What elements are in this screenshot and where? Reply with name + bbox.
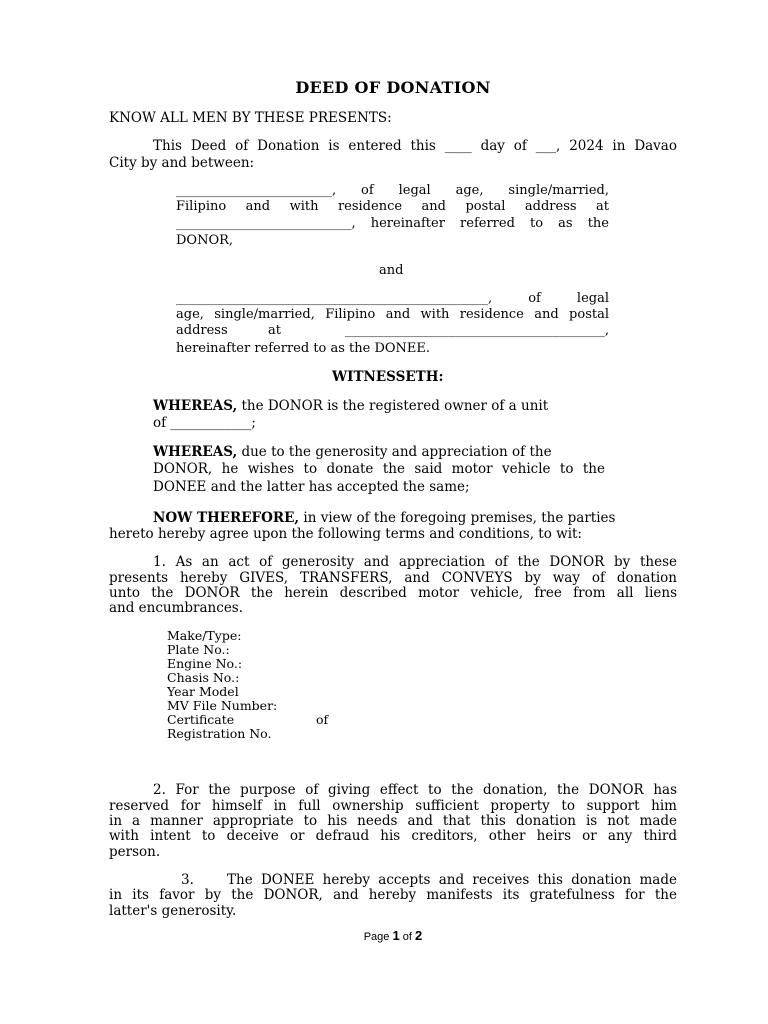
vehicle-year-label: Year Model bbox=[167, 684, 239, 699]
now-therefore-text: in view of the foregoing premises, the parties bbox=[299, 510, 616, 526]
vehicle-cert-of: of bbox=[316, 712, 329, 727]
vehicle-make-label: Make/Type: bbox=[167, 628, 242, 643]
clause-1-line-3: unto the DONOR the herein described motor vehicle, free from all liens bbox=[109, 585, 677, 601]
vehicle-engine-label: Engine No.: bbox=[167, 656, 243, 671]
clause-2-line-2: reserved for himself in full ownership sufficient property to support him bbox=[109, 798, 677, 814]
witnesseth-heading: WITNESSETH: bbox=[332, 369, 444, 385]
clause-1-line-1: 1. As an act of generosity and appreciation of the DONOR by these bbox=[153, 554, 677, 570]
footer-current-page: 1 bbox=[392, 928, 400, 943]
whereas-1-line-2: of ____________; bbox=[153, 415, 256, 431]
whereas-1-line-1 bbox=[153, 398, 548, 415]
vehicle-mv-label: MV File Number: bbox=[167, 698, 278, 713]
page-footer bbox=[0, 928, 768, 943]
donor-line-4: DONOR, bbox=[176, 233, 234, 248]
whereas-2-text: due to the generosity and appreciation of the bbox=[237, 444, 552, 460]
whereas-1-text: the DONOR is the registered owner of a unit bbox=[237, 398, 549, 414]
vehicle-details-list bbox=[167, 628, 329, 741]
donee-line-2: age, single/married, Filipino and with residence and postal bbox=[176, 307, 609, 322]
donee-line-3c: ________________________________________, bbox=[344, 323, 609, 338]
footer-total-pages: 2 bbox=[415, 928, 423, 943]
footer-page-word: Page bbox=[363, 931, 390, 943]
whereas-2-line-1 bbox=[153, 444, 552, 461]
vehicle-chasis-label: Chasis No.: bbox=[167, 670, 240, 685]
donor-line-3: ___________________________, hereinafter referred to as the bbox=[176, 216, 609, 231]
donee-line-4: hereinafter referred to as the DONEE. bbox=[176, 341, 431, 356]
whereas-2-line-2: DONOR, he wishes to donate the said motor vehicle to the bbox=[153, 461, 605, 477]
donee-line-3a: address bbox=[176, 323, 228, 338]
whereas-2-line-3: DONEE and the latter has accepted the same; bbox=[153, 479, 470, 495]
clause-3-line-3: latter's generosity. bbox=[109, 903, 237, 919]
vehicle-cert-line bbox=[167, 712, 329, 727]
clause-1-line-4: and encumbrances. bbox=[109, 600, 244, 616]
vehicle-cert-word: Certificate bbox=[167, 712, 235, 727]
clause-3-number: 3. bbox=[181, 872, 194, 888]
donee-line-1: ________________________________________________, of legal bbox=[176, 291, 609, 306]
intro-line: KNOW ALL MEN BY THESE PRESENTS: bbox=[109, 110, 392, 126]
donor-line-1: ________________________, of legal age, single/married, bbox=[176, 183, 609, 198]
whereas-1-lead: WHEREAS, bbox=[153, 398, 238, 414]
footer-of-word: of bbox=[402, 931, 412, 943]
vehicle-registration-label: Registration No. bbox=[167, 726, 272, 741]
whereas-2-lead: WHEREAS, bbox=[153, 444, 238, 460]
donee-line-3b: at bbox=[268, 323, 281, 338]
entry-line-2: City by and between: bbox=[109, 155, 255, 171]
conjunction-and: and bbox=[379, 263, 404, 278]
clause-2-line-5: person. bbox=[109, 844, 161, 860]
clause-2-line-3: in a manner appropriate to his needs and that this donation is not made bbox=[109, 813, 677, 829]
clause-3-line-1: The DONEE hereby accepts and receives this donation made bbox=[227, 872, 677, 888]
clause-1-line-2: presents hereby GIVES, TRANSFERS, and CONVEYS by way of donation bbox=[109, 570, 677, 586]
now-therefore-lead: NOW THEREFORE, bbox=[153, 510, 300, 526]
clause-3-line-2: in its favor by the DONOR, and hereby manifests its gratefulness for the bbox=[109, 887, 677, 903]
clause-2-line-1: 2. For the purpose of giving effect to the donation, the DONOR has bbox=[153, 782, 677, 798]
donor-line-2: Filipino and with residence and postal address at bbox=[176, 199, 609, 214]
clause-2-line-4: with intent to deceive or defraud his creditors, other heirs or any third bbox=[109, 828, 677, 844]
now-therefore-line-2: hereto hereby agree upon the following terms and conditions, to wit: bbox=[109, 526, 582, 542]
now-therefore-line-1 bbox=[153, 510, 677, 527]
entry-line-1: This Deed of Donation is entered this ____ day of ___, 2024 in Davao bbox=[153, 138, 677, 154]
vehicle-plate-label: Plate No.: bbox=[167, 642, 230, 657]
document-title: DEED OF DONATION bbox=[295, 78, 491, 97]
